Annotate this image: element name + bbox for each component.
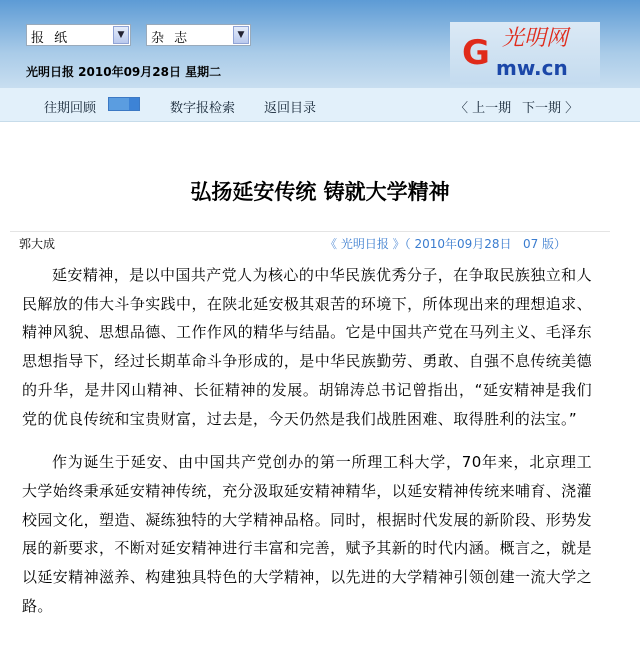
gmw-logo[interactable]: G 光明网 mw.cn xyxy=(450,22,600,84)
magazine-select[interactable]: 杂 志 ▼ xyxy=(146,24,251,46)
prev-issue-link[interactable]: 〈 上一期 xyxy=(455,101,512,116)
paragraph: 延安精神，是以中国共产党人为核心的中华民族优秀分子，在争取民族独立和人民解放的伟大斗争实践中，在陕北延安极其艰苦的环境下，所体现出来的理想追求、精神风貌、思想品德、工作作风的精华与结晶。它是中国共产党在马列主义、毛泽东思想指导下，经过长期革命斗争形成的，是中华民族勤劳、勇敢、自强不息传统美德的升华，是井冈山精神、长征精神的发展。胡锦涛总书记曾指出，“延安精神是我们党的优良传统和宝贵财富，过去是，今天仍然是我们战胜困难、取得胜利的法宝。” xyxy=(22,266,592,428)
newspaper-select[interactable]: 报 纸 ▼ xyxy=(26,24,131,46)
archive-link[interactable]: 往期回顾 xyxy=(44,101,97,116)
chevron-down-icon: ▼ xyxy=(233,26,249,44)
article-author: 郭大成 xyxy=(19,237,56,251)
header xyxy=(0,0,640,88)
back-to-index-link[interactable]: 返回目录 xyxy=(264,101,317,116)
next-issue-link[interactable]: 下一期 〉 xyxy=(522,101,579,116)
article-title: 弘扬延安传统 铸就大学精神 xyxy=(190,180,450,204)
search-link[interactable]: 数字报检索 xyxy=(170,101,236,116)
issue-date: 光明日报 2010年09月28日 星期二 xyxy=(26,65,222,79)
paragraph: 作为诞生于延安、由中国共产党创办的第一所理工科大学，70年来，北京理工大学始终秉承延安精神传统，充分汲取延安精神精华，以延安精神传统来哺育、浇灌校园文化，塑造、凝练独特的大学精神品格。同时，根据时代发展的新阶段、形势发展的新要求，不断对延安精神进行丰富和完善，赋予其新的时代内涵。概言之，就是以延安精神滋养、构建独具特色的大学精神，以先进的大学精神引领创建一流大学之路。 xyxy=(22,453,592,615)
article-source: 《 光明日报 》（ 2010年09月28日 07 版） xyxy=(325,237,567,251)
calendar-icon[interactable] xyxy=(108,97,140,111)
divider xyxy=(10,231,610,232)
chevron-down-icon: ▼ xyxy=(113,26,129,44)
nav-bar xyxy=(0,88,640,122)
article-body xyxy=(22,261,592,635)
